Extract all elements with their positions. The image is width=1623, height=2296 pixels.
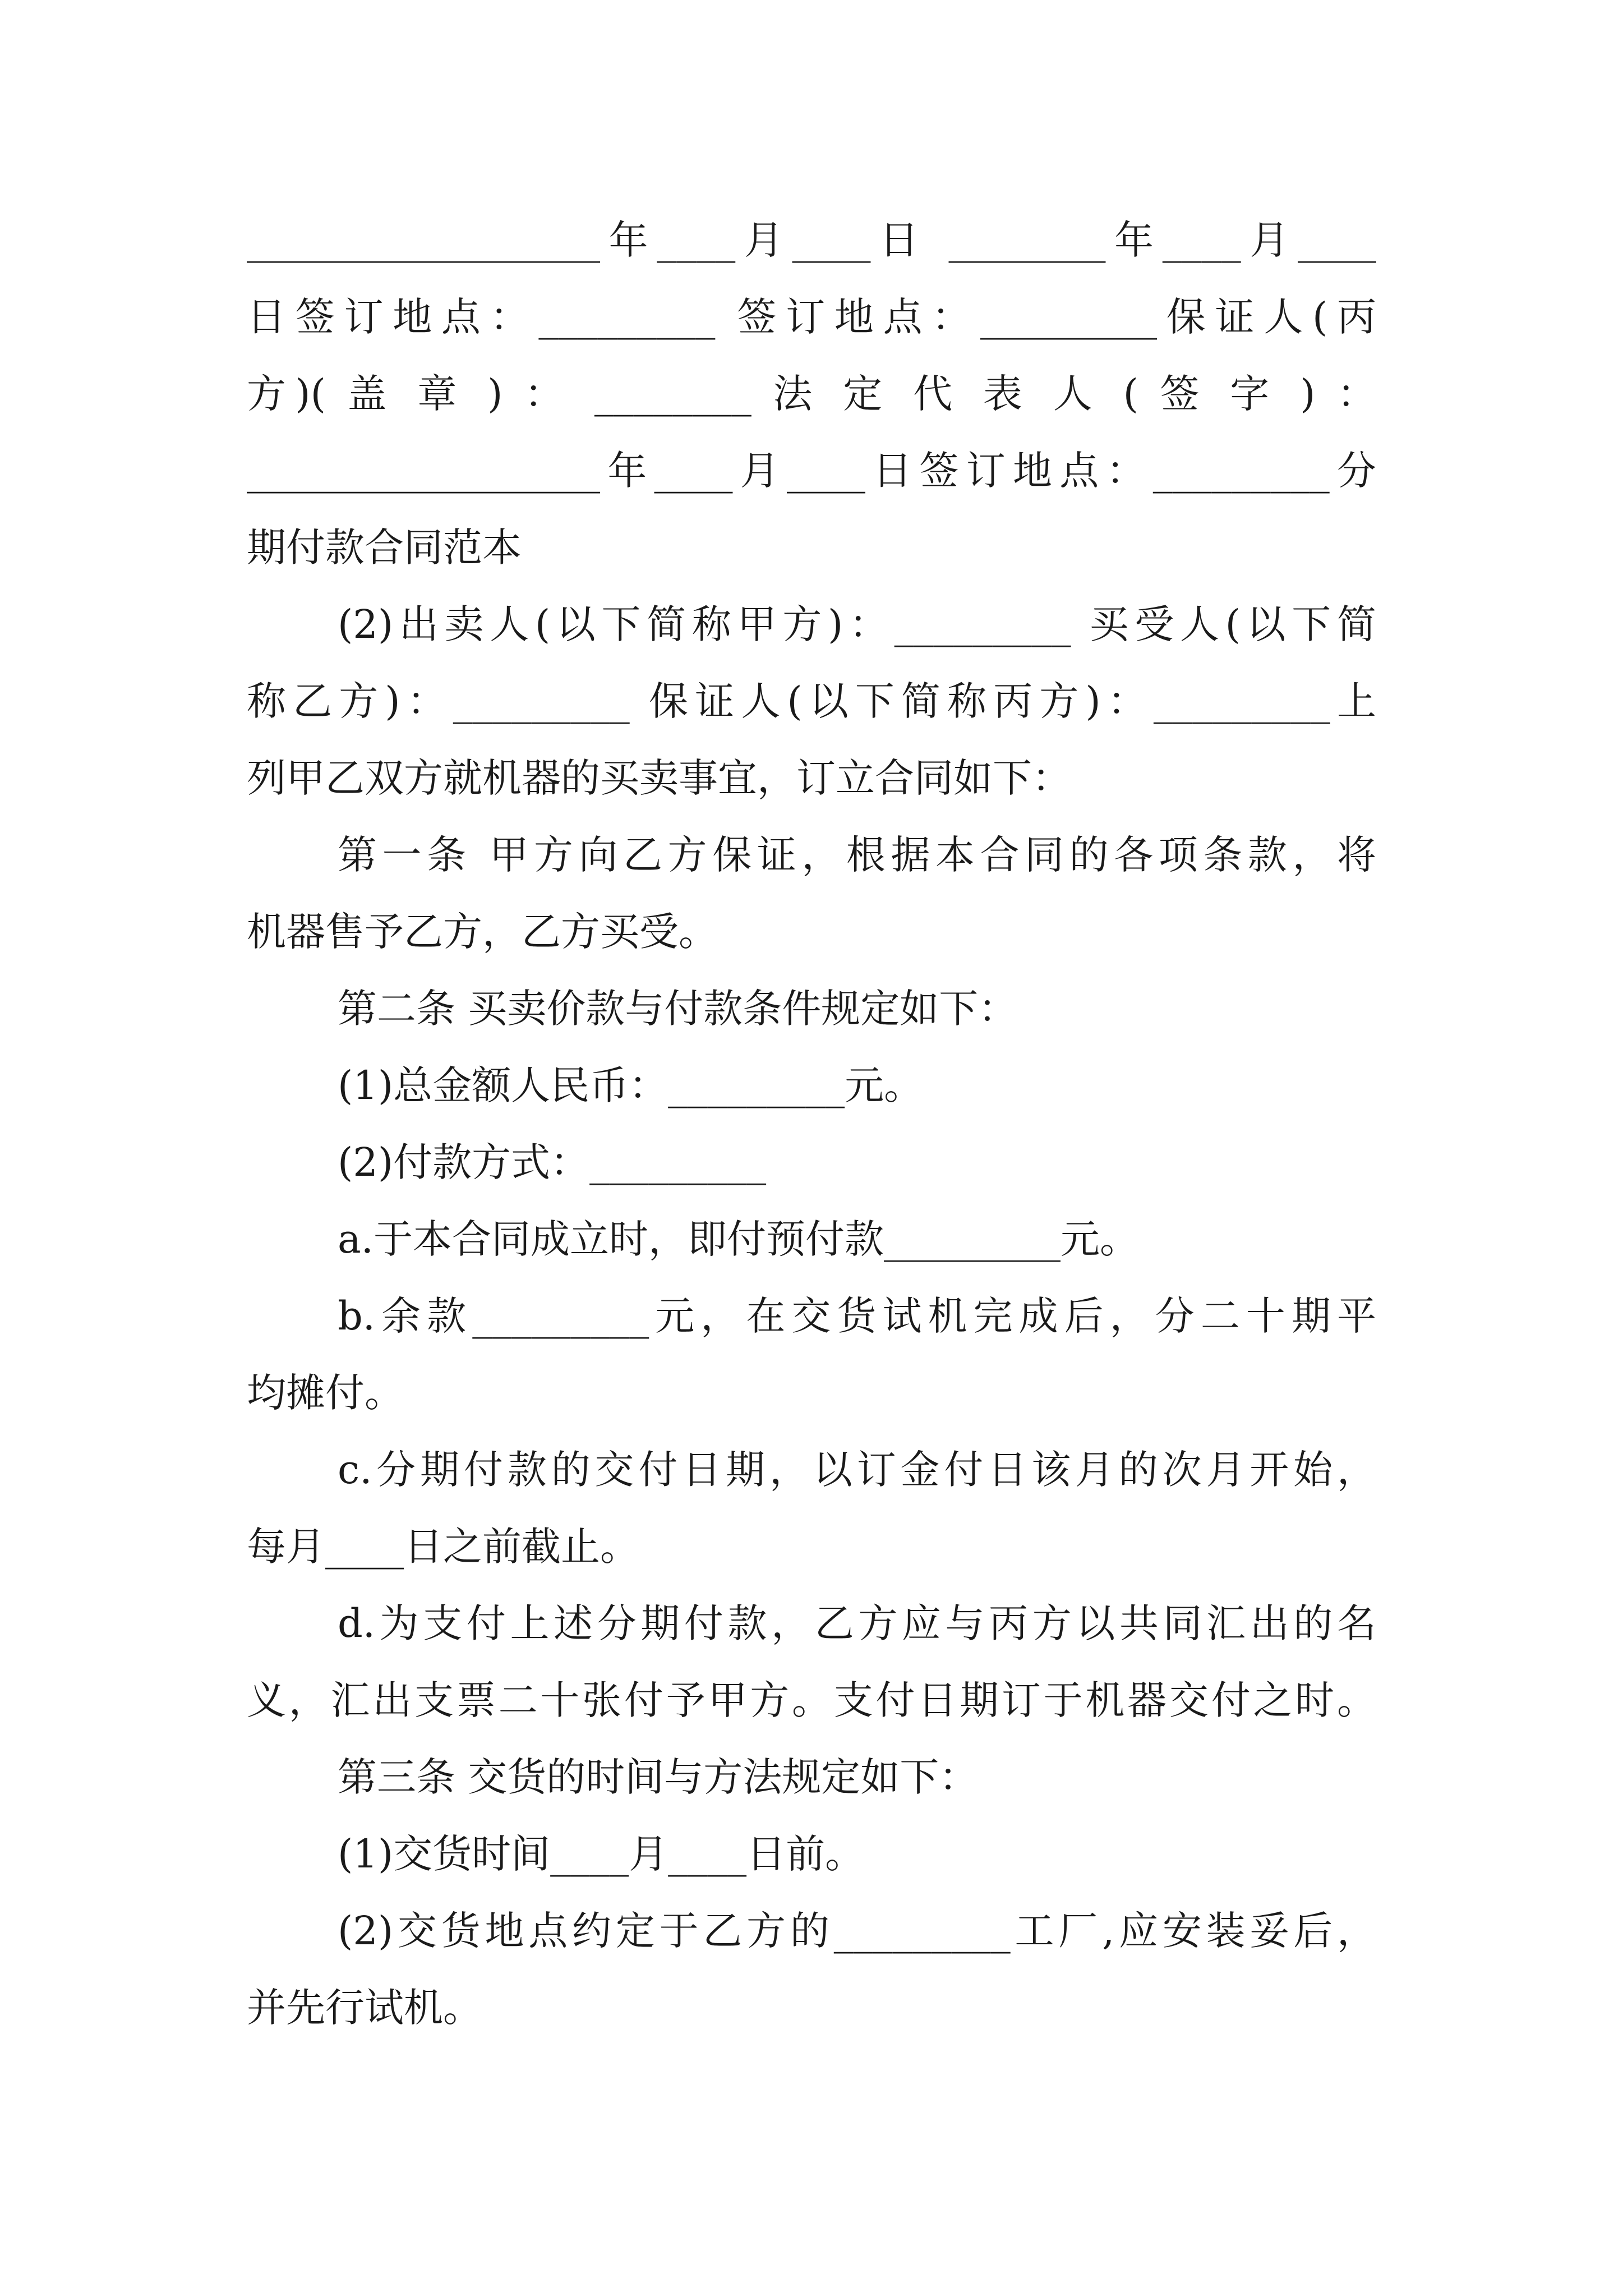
document-title-line: 期付款合同范本 <box>247 524 522 570</box>
article-1-line: 第一条 甲方向乙方保证，根据本合同的各项条款，将 <box>338 832 1376 878</box>
clause-d-line: d.为支付上述分期付款，乙方应与丙方以共同汇出的名 <box>338 1600 1376 1646</box>
delivery-place-line: 并先行试机。 <box>247 1985 482 2031</box>
delivery-place-line: (2)交货地点约定于乙方的_________工厂,应安装妥后， <box>338 1908 1376 1954</box>
clause-d-line: 义，汇出支票二十张付予甲方。支付日期订于机器交付之时。 <box>247 1677 1376 1723</box>
article-1-line: 机器售予乙方，乙方买受。 <box>247 909 718 955</box>
clause-a-line: a.于本合同成立时，即付预付款_________元。 <box>338 1216 1139 1262</box>
total-amount-line: (1)总金额人民币：_________元。 <box>338 1062 924 1108</box>
signing-date-line: __________________年____月____日 ________年____月____ <box>247 217 1376 263</box>
contract-page <box>247 202 1376 2046</box>
parties-line: 列甲乙双方就机器的买卖事宜，订立合同如下： <box>247 755 1071 801</box>
article-2-heading: 第二条 买卖价款与付款条件规定如下： <box>338 986 1018 1032</box>
parties-line: (2)出卖人(以下简称甲方)：_________ 买受人(以下简 <box>338 601 1376 647</box>
article-3-heading: 第三条 交货的时间与方法规定如下： <box>338 1754 979 1800</box>
guarantor-date-line: __________________年____月____日签订地点：_________分 <box>247 448 1376 494</box>
clause-b-line: b.余款_________元，在交货试机完成后，分二十期平 <box>338 1293 1376 1339</box>
clause-b-line: 均摊付。 <box>247 1370 404 1416</box>
payment-method-line: (2)付款方式：_________ <box>338 1139 767 1185</box>
clause-c-line: 每月____日之前截止。 <box>247 1524 639 1570</box>
signing-place-line: 日签订地点：_________ 签订地点：_________保证人(丙 <box>247 294 1376 340</box>
delivery-time-line: (1)交货时间____月____日前。 <box>338 1831 865 1877</box>
clause-c-line: c.分期付款的交付日期，以订金付日该月的次月开始， <box>338 1447 1376 1493</box>
parties-line: 称乙方)：_________ 保证人(以下简称丙方)：_________上 <box>247 678 1376 724</box>
guarantor-seal-line: 方)( 盖 章 ) ： ________ 法 定 代 表 人 ( 签 字 ) ： <box>247 371 1376 417</box>
